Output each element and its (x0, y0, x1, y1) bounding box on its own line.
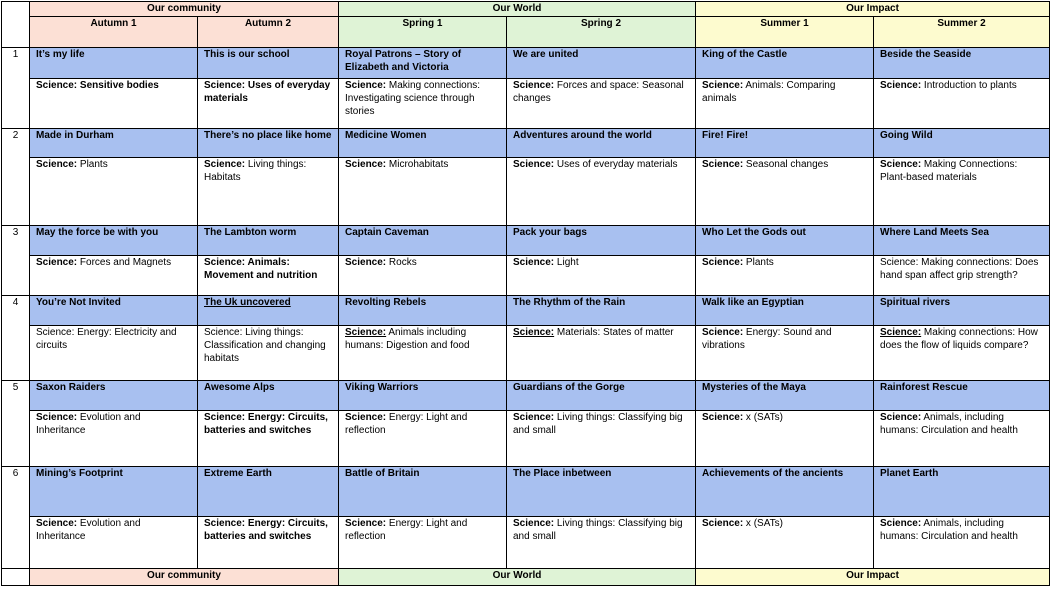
year-label: 4 (2, 296, 30, 381)
science-label: Science: (345, 327, 387, 338)
topic-cell (696, 129, 874, 158)
science-cell (339, 517, 507, 569)
science-cell (198, 158, 339, 226)
topic-row (2, 296, 1050, 326)
topic-cell (198, 381, 339, 411)
science-label: Science: (702, 159, 744, 170)
science-topic: Making connections: How does the flow of liquids compare? (880, 327, 1038, 351)
topic-title: Medicine Women (345, 130, 427, 141)
science-topic: Plants (77, 159, 108, 170)
science-cell (30, 326, 198, 381)
footer-corner-cell (2, 569, 30, 586)
science-cell (30, 158, 198, 226)
year-label: 6 (2, 467, 30, 569)
science-topic: Evolution and Inheritance (36, 412, 141, 436)
topic-title: Going Wild (880, 130, 933, 141)
science-topic: Forces and Magnets (77, 257, 172, 268)
science-cell (507, 79, 696, 129)
science-label: Science: (513, 159, 555, 170)
topic-cell (339, 381, 507, 411)
science-topic: Materials: States of matter (554, 327, 674, 338)
footer-our-impact: Our Impact (696, 569, 1050, 586)
science-row (2, 158, 1050, 226)
science-cell (507, 256, 696, 296)
science-cell (30, 411, 198, 467)
science-topic: Energy: Sound and vibrations (702, 327, 832, 351)
science-topic: Animals, including humans: Circulation and health (880, 412, 1018, 436)
science-cell (198, 256, 339, 296)
science-label: Science: (345, 412, 387, 423)
topic-title: Achievements of the ancients (702, 468, 844, 479)
topic-title: Adventures around the world (513, 130, 652, 141)
group-our-impact: Our Impact (696, 2, 1050, 17)
science-label: Science: (702, 257, 744, 268)
science-label: Science: (880, 412, 922, 423)
topic-title: Mining’s Footprint (36, 468, 123, 479)
topic-title: Saxon Raiders (36, 382, 106, 393)
topic-cell (339, 296, 507, 326)
topic-cell (30, 467, 198, 517)
topic-title: The Rhythm of the Rain (513, 297, 626, 308)
science-cell (198, 517, 339, 569)
science-cell (696, 326, 874, 381)
topic-title: Who Let the Gods out (702, 227, 806, 238)
topic-title: Spiritual rivers (880, 297, 951, 308)
curriculum-table (1, 1, 1050, 586)
topic-title: Made in Durham (36, 130, 114, 141)
topic-cell (874, 48, 1050, 79)
topic-title: Planet Earth (880, 468, 939, 479)
topic-row (2, 129, 1050, 158)
science-topic: Living things: Classifying big and small (513, 412, 683, 436)
topic-cell (874, 129, 1050, 158)
science-topic: x (SATs) (743, 518, 783, 529)
science-topic: Light (554, 257, 579, 268)
science-row (2, 411, 1050, 467)
science-cell (30, 79, 198, 129)
science-topic: Plants (743, 257, 774, 268)
science-cell (339, 158, 507, 226)
topic-cell (339, 226, 507, 256)
science-label: Science: (36, 257, 78, 268)
science-topic: Microhabitats (386, 159, 449, 170)
science-label: Science: (36, 518, 78, 529)
term-autumn-1: Autumn 1 (30, 17, 198, 48)
science-row (2, 517, 1050, 569)
topic-row (2, 381, 1050, 411)
science-cell (198, 326, 339, 381)
topic-cell (339, 467, 507, 517)
science-cell (874, 326, 1050, 381)
science-topic: Introduction to plants (921, 80, 1017, 91)
topic-cell (30, 296, 198, 326)
topic-title: King of the Castle (702, 49, 788, 60)
science-cell (30, 517, 198, 569)
science-cell (507, 326, 696, 381)
topic-cell (30, 381, 198, 411)
science-label: Science: (36, 159, 78, 170)
topic-title: Viking Warriors (345, 382, 419, 393)
topic-cell (696, 226, 874, 256)
science-cell (507, 517, 696, 569)
year-label: 3 (2, 226, 30, 296)
topic-cell (507, 381, 696, 411)
term-spring-1: Spring 1 (339, 17, 507, 48)
science-cell (874, 79, 1050, 129)
topic-cell (696, 48, 874, 79)
group-footer-row (2, 569, 1050, 586)
science-cell (696, 158, 874, 226)
group-header-row (2, 2, 1050, 17)
topic-title: Captain Caveman (345, 227, 429, 238)
topic-cell (507, 48, 696, 79)
topic-title: Extreme Earth (204, 468, 272, 479)
science-label: Science: (702, 80, 744, 91)
science-cell (339, 79, 507, 129)
science-label: Science: (880, 518, 922, 529)
science-topic: Animals, including humans: Circulation and health (880, 518, 1018, 542)
science-label: Science: (345, 257, 387, 268)
science-cell (874, 256, 1050, 296)
science-topic: Seasonal changes (743, 159, 829, 170)
term-autumn-2: Autumn 2 (198, 17, 339, 48)
term-spring-2: Spring 2 (507, 17, 696, 48)
term-summer-2: Summer 2 (874, 17, 1050, 48)
topic-cell (874, 381, 1050, 411)
science-label: Science: (513, 412, 555, 423)
topic-cell (30, 226, 198, 256)
topic-title: Awesome Alps (204, 382, 275, 393)
topic-title: Pack your bags (513, 227, 587, 238)
science-label: Science: (702, 518, 744, 529)
science-cell (339, 256, 507, 296)
science-label: Science: Sensitive bodies (36, 80, 159, 91)
science-topic: Uses of everyday materials (554, 159, 678, 170)
topic-title: The Lambton worm (204, 227, 297, 238)
science-label: Science: (345, 80, 387, 91)
topic-title: Battle of Britain (345, 468, 420, 479)
topic-title: There’s no place like home (204, 130, 332, 141)
science-cell (696, 256, 874, 296)
science-topic: Making connections: Investigating science through stories (345, 80, 481, 117)
science-label: Science: Energy: Circuits, batteries and switches (204, 518, 328, 542)
year-label: 2 (2, 129, 30, 226)
science-row (2, 79, 1050, 129)
science-topic: Living things: Habitats (204, 159, 307, 183)
science-topic: Rocks (386, 257, 417, 268)
science-cell (339, 411, 507, 467)
topic-title: Guardians of the Gorge (513, 382, 625, 393)
science-label: Science: (513, 80, 555, 91)
topic-cell (874, 226, 1050, 256)
science-label: Science: (204, 159, 246, 170)
science-label: Science: (345, 518, 387, 529)
term-summer-1: Summer 1 (696, 17, 874, 48)
science-topic: Energy: Light and reflection (345, 518, 468, 542)
science-cell (339, 326, 507, 381)
topic-cell (198, 467, 339, 517)
topic-row (2, 226, 1050, 256)
science-cell (507, 158, 696, 226)
topic-cell (198, 226, 339, 256)
topic-title: Where Land Meets Sea (880, 227, 989, 238)
science-label: Science: Animals: Movement and nutrition (204, 257, 318, 281)
science-label: Science: (880, 327, 922, 338)
topic-cell (507, 296, 696, 326)
science-topic: Forces and space: Seasonal changes (513, 80, 684, 104)
topic-title: You’re Not Invited (36, 297, 121, 308)
science-cell (198, 411, 339, 467)
science-topic: Energy: Light and reflection (345, 412, 468, 436)
topic-cell (874, 296, 1050, 326)
topic-title: The Uk uncovered (204, 297, 291, 308)
topic-cell (198, 129, 339, 158)
topic-title: Mysteries of the Maya (702, 382, 806, 393)
topic-title: We are united (513, 49, 579, 60)
science-cell (696, 411, 874, 467)
science-label: Science: (513, 257, 555, 268)
topic-title: Beside the Seaside (880, 49, 972, 60)
science-topic: Evolution and Inheritance (36, 518, 141, 542)
science-cell (30, 256, 198, 296)
group-our-community: Our community (30, 2, 339, 17)
science-label: Science: (880, 159, 922, 170)
topic-cell (198, 48, 339, 79)
science-topic: Living things: Classifying big and small (513, 518, 683, 542)
science-label: Science: Uses of everyday materials (204, 80, 331, 104)
science-label: Science: (880, 80, 922, 91)
topic-cell (339, 129, 507, 158)
science-cell (696, 517, 874, 569)
topic-title: May the force be with you (36, 227, 159, 238)
topic-cell (30, 129, 198, 158)
science-cell (874, 158, 1050, 226)
topic-cell (696, 296, 874, 326)
topic-cell (198, 296, 339, 326)
topic-cell (507, 467, 696, 517)
science-label: Science: (513, 518, 555, 529)
science-cell (198, 79, 339, 129)
topic-cell (507, 226, 696, 256)
term-header-row (2, 17, 1050, 48)
science-topic: Making Connections: Plant-based materials (880, 159, 1018, 183)
science-cell (874, 411, 1050, 467)
corner-cell (2, 2, 30, 48)
topic-cell (339, 48, 507, 79)
science-topic: x (SATs) (743, 412, 783, 423)
topic-title: This is our school (204, 49, 290, 60)
science-label: Science: (345, 159, 387, 170)
science-topic: Science: Making connections: Does hand span affect grip strength? (880, 257, 1039, 281)
topic-title: Royal Patrons – Story of Elizabeth and Victoria (345, 49, 462, 73)
science-row (2, 256, 1050, 296)
science-topic: Animals: Comparing animals (702, 80, 836, 104)
science-cell (507, 411, 696, 467)
science-topic: Science: Living things: Classification and changing habitats (204, 327, 326, 364)
topic-cell (874, 467, 1050, 517)
topic-cell (507, 129, 696, 158)
topic-cell (30, 48, 198, 79)
science-cell (874, 517, 1050, 569)
science-label: Science: Energy: Circuits, batteries and switches (204, 412, 328, 436)
footer-our-community: Our community (30, 569, 339, 586)
science-label: Science: (36, 412, 78, 423)
science-label: Science: (513, 327, 555, 338)
group-our-world: Our World (339, 2, 696, 17)
topic-title: It’s my life (36, 49, 85, 60)
topic-row (2, 48, 1050, 79)
topic-row (2, 467, 1050, 517)
footer-our-world: Our World (339, 569, 696, 586)
science-label: Science: (702, 412, 744, 423)
topic-title: Rainforest Rescue (880, 382, 968, 393)
topic-title: The Place inbetween (513, 468, 612, 479)
year-label: 5 (2, 381, 30, 467)
science-topic: Animals including humans: Digestion and food (345, 327, 470, 351)
topic-cell (696, 467, 874, 517)
science-row (2, 326, 1050, 381)
topic-title: Revolting Rebels (345, 297, 427, 308)
topic-title: Fire! Fire! (702, 130, 749, 141)
science-cell (696, 79, 874, 129)
science-topic: Science: Energy: Electricity and circuits (36, 327, 177, 351)
topic-title: Walk like an Egyptian (702, 297, 804, 308)
science-label: Science: (702, 327, 744, 338)
year-label: 1 (2, 48, 30, 129)
topic-cell (696, 381, 874, 411)
